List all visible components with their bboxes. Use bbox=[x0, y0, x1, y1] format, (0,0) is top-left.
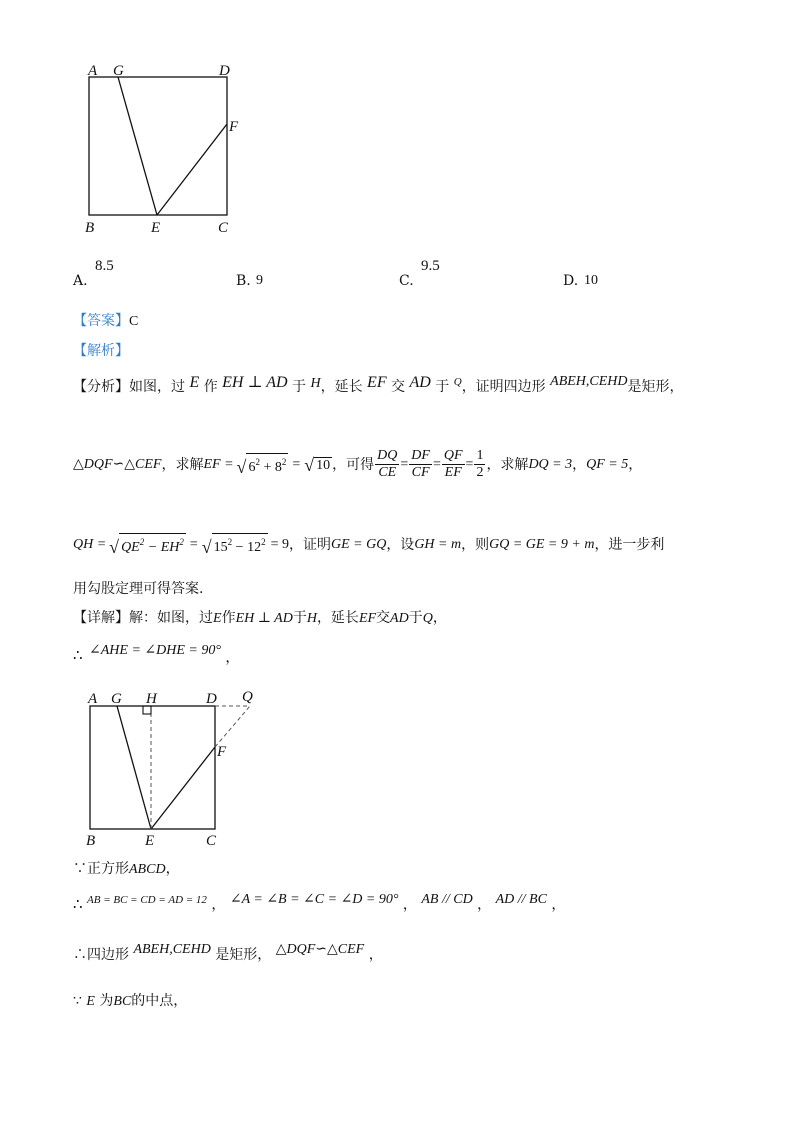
math-h: H bbox=[310, 376, 321, 391]
math-ad: AD bbox=[409, 374, 431, 391]
therefore-symbol: ∴ bbox=[73, 646, 83, 664]
text: 是矩形， bbox=[215, 947, 272, 963]
figure-square-with-q bbox=[80, 684, 280, 850]
label-c: C bbox=[206, 833, 217, 849]
option-c-value: 9.5 bbox=[421, 258, 440, 274]
answer-value: C bbox=[129, 314, 139, 329]
sqrt-qe-eh: √ $QE^2 - EH^2$ bbox=[109, 533, 186, 556]
label-a: A bbox=[88, 691, 98, 707]
math-ad: AD bbox=[390, 611, 409, 626]
label-g: G bbox=[113, 63, 124, 79]
text: 如图，过 bbox=[129, 379, 185, 395]
option-d-value: 10 bbox=[584, 273, 598, 288]
math-h: H bbox=[306, 611, 317, 626]
math-e: E bbox=[86, 994, 95, 1009]
frac-df-cf: $\frac{DF}{CF}$ bbox=[411, 448, 430, 480]
square-outline bbox=[89, 77, 227, 215]
num: 6 bbox=[248, 460, 256, 475]
math-qf: QF = 5 bbox=[586, 456, 629, 472]
analysis-line-4: 用勾股定理可得答案. bbox=[73, 581, 204, 597]
step-square bbox=[73, 860, 180, 879]
math-quads: ABEH,CEHD bbox=[550, 374, 628, 389]
label-f: F bbox=[229, 119, 239, 135]
math-quads: ABEH,CEHD bbox=[133, 942, 211, 957]
text: 的中点， bbox=[131, 993, 188, 1009]
math-similar: △DQF∽△CEF bbox=[73, 456, 162, 472]
analysis-line-1 bbox=[73, 374, 684, 397]
fenxi-tag: 【分析】 bbox=[73, 379, 129, 395]
analysis-line-2: △DQF∽△CEF ，求解 EF = √ $6^2 + 8^2$ = √ 10 ，可得 $\frac{DQ}{CE}$ = $\frac{DF}{CF}$ = $\frac{QF}{EF}$ = $\frac{1}{2}$ ，求解 DQ = 3 ， QF = 5 ， bbox=[73, 448, 643, 480]
label-d: D bbox=[206, 691, 217, 707]
sqrt-10: √ 10 bbox=[304, 454, 331, 475]
text: ， bbox=[165, 861, 180, 877]
text: 为 bbox=[99, 993, 114, 1009]
label-e: E bbox=[145, 833, 155, 849]
text: 作 bbox=[203, 379, 218, 395]
label-e: E bbox=[151, 220, 161, 236]
detail-line-1 bbox=[73, 609, 447, 628]
because-symbol: ∵ bbox=[73, 993, 82, 1009]
num: 12 bbox=[247, 540, 262, 555]
math-angles-90: ∠A = ∠B = ∠C = ∠D = 90° bbox=[229, 892, 399, 907]
math-ef-eq: EF = bbox=[203, 456, 234, 472]
math-q: Q bbox=[422, 611, 433, 626]
math-e: E bbox=[189, 374, 200, 391]
text: 四边形 bbox=[87, 947, 129, 963]
text: ，进一步利 bbox=[594, 536, 665, 553]
answer-line bbox=[73, 312, 138, 331]
text: ， bbox=[477, 897, 492, 913]
segment-fq-dashed bbox=[215, 706, 250, 747]
math-eh-perp-ad: EH ⊥ AD bbox=[235, 611, 293, 626]
text: ， bbox=[402, 897, 417, 913]
text: ，则 bbox=[461, 536, 490, 553]
segment-ef bbox=[151, 747, 215, 829]
label-d: D bbox=[219, 63, 230, 79]
text: ，求解 bbox=[161, 456, 204, 473]
text: 是矩形， bbox=[627, 379, 684, 395]
text: ，证明 bbox=[288, 536, 331, 553]
therefore-symbol: ∴ bbox=[73, 895, 83, 913]
option-b-value: 9 bbox=[256, 273, 263, 288]
text: ， bbox=[628, 456, 643, 473]
option-a-label: A. bbox=[73, 273, 88, 289]
var: QE bbox=[121, 540, 140, 555]
math-result-9: = 9 bbox=[270, 536, 289, 552]
label-c: C bbox=[218, 220, 229, 236]
segment-ge bbox=[118, 77, 157, 215]
math-q: Q bbox=[453, 376, 462, 388]
text: ， bbox=[551, 897, 566, 913]
text: 交 bbox=[376, 610, 391, 626]
math-gh-m: GH = m bbox=[414, 536, 462, 552]
step-midpoint bbox=[73, 992, 187, 1011]
segment-ge bbox=[117, 706, 151, 829]
step-rectangles bbox=[73, 942, 383, 965]
label-h: H bbox=[146, 691, 157, 707]
step-properties bbox=[73, 889, 566, 913]
right-angle-mark bbox=[143, 706, 151, 714]
option-a-value: 8.5 bbox=[95, 258, 114, 274]
label-g: G bbox=[111, 691, 122, 707]
label-a: A bbox=[88, 63, 98, 79]
option-c-label: C. bbox=[399, 273, 414, 289]
math-qh: QH = bbox=[73, 536, 107, 552]
because-symbol: ∵ bbox=[73, 861, 87, 877]
figure-square-abcd bbox=[75, 55, 255, 240]
text: 解：如图，过 bbox=[129, 610, 213, 626]
math-similar: △DQF∽△CEF bbox=[275, 942, 365, 957]
math-bc: BC bbox=[113, 994, 132, 1009]
math-abcd: ABCD bbox=[129, 862, 166, 877]
math-sides-12: AB = BC = CD = AD = 12 bbox=[87, 894, 207, 906]
text: ，设 bbox=[386, 536, 415, 553]
text: 于 bbox=[408, 610, 423, 626]
label-q: Q bbox=[242, 689, 253, 705]
text: 于 bbox=[292, 379, 307, 395]
sqrt-6-8: √ $6^2 + 8^2$ bbox=[237, 453, 289, 476]
text: 正方形 bbox=[87, 861, 129, 877]
detail-line-2 bbox=[73, 640, 240, 666]
text: ，证明四边形 bbox=[461, 379, 546, 395]
square-outline bbox=[90, 706, 215, 829]
math-gq-ge: GQ = GE = 9 + m bbox=[489, 536, 595, 552]
num: 15 bbox=[213, 540, 228, 555]
text: ， bbox=[211, 897, 226, 913]
text: ， bbox=[572, 456, 587, 473]
label-b: B bbox=[85, 220, 95, 236]
sqrt-15-12: √ $15^2 - 12^2$ bbox=[202, 533, 268, 556]
text: 于 bbox=[435, 379, 450, 395]
text: 于 bbox=[292, 610, 307, 626]
text: ， bbox=[432, 610, 447, 626]
frac-qf-ef: $\frac{QF}{EF}$ bbox=[443, 448, 463, 480]
label-b: B bbox=[86, 833, 96, 849]
therefore-symbol: ∴ bbox=[73, 947, 87, 963]
text: ，延长 bbox=[316, 610, 359, 626]
text: 作 bbox=[221, 610, 236, 626]
frac-dq-ce: $\frac{DQ}{CE}$ bbox=[377, 448, 398, 480]
var: EH bbox=[160, 540, 180, 555]
frac-1-2: $\frac{1}{2}$ bbox=[476, 448, 484, 480]
analysis-tag: 【解析】 bbox=[73, 343, 129, 359]
num: 8 bbox=[274, 460, 282, 475]
text: 交 bbox=[391, 379, 406, 395]
math-ef: EF bbox=[358, 611, 377, 626]
analysis-line-3: QH = √ $QE^2 - EH^2$ = √ $15^2 - 12^2$ = 9 ，证明 GE = GQ ，设 GH = m ，则 GQ = GE = 9 + m ，进一步利 bbox=[73, 533, 664, 556]
detail-tag: 【详解】 bbox=[73, 610, 129, 626]
segment-ef bbox=[157, 124, 227, 215]
text: ， bbox=[225, 650, 240, 666]
text: ，求解 bbox=[486, 456, 529, 473]
math-ad-parallel-bc: AD // BC bbox=[495, 892, 547, 907]
math-eh-perp-ad: EH ⊥ AD bbox=[222, 374, 288, 391]
math-ge-gq: GE = GQ bbox=[330, 536, 387, 552]
option-d-label: D. bbox=[563, 273, 579, 289]
num: 10 bbox=[316, 457, 331, 473]
math-ab-parallel-cd: AB // CD bbox=[421, 892, 473, 907]
text: ，延长 bbox=[320, 379, 363, 395]
math-e: E bbox=[213, 611, 222, 626]
option-b-label: B. bbox=[236, 273, 251, 289]
math-angles-ahe-dhe: ∠AHE = ∠DHE = 90° bbox=[89, 643, 221, 658]
text: ， bbox=[368, 947, 383, 963]
math-ef: EF bbox=[367, 374, 387, 391]
label-f: F bbox=[217, 744, 227, 760]
answer-tag: 【答案】 bbox=[73, 313, 129, 329]
math-dq: DQ = 3 bbox=[528, 456, 573, 472]
text: ，可得 bbox=[332, 456, 375, 473]
